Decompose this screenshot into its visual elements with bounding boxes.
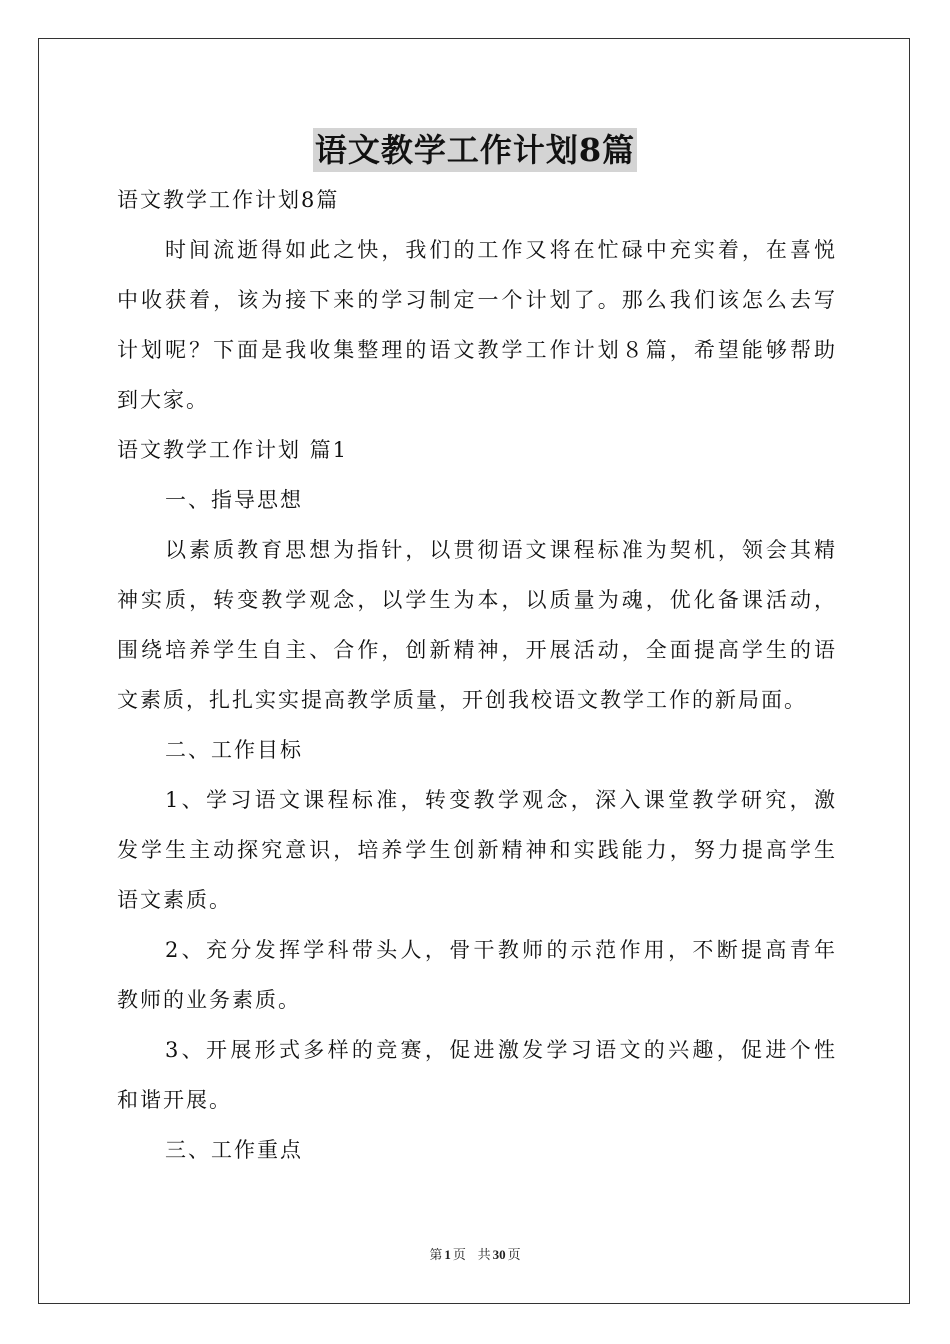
goal-item-3: [117, 1025, 837, 1125]
page-footer: [0, 1244, 950, 1263]
title-area: [0, 128, 950, 172]
text-line: 3、开展形式多样的竞赛，促进激发学习语文的兴趣，促进个性: [165, 1038, 837, 1062]
subsection-heading: 一、指导思想: [165, 488, 303, 512]
footer-total-suffix: 页: [507, 1247, 521, 1262]
subsection-heading: 二、工作目标: [165, 738, 303, 762]
text-line: 计划呢？下面是我收集整理的语文教学工作计划８篇，希望能够帮助: [117, 338, 837, 362]
text-line: 以素质教育思想为指针，以贯彻语文课程标准为契机，领会其精: [165, 538, 837, 562]
text-line: 神实质，转变教学观念，以学生为本，以质量为魂，优化备课活动，: [117, 588, 837, 612]
text-line: 语文素质。: [117, 888, 232, 912]
document-title: 语文教学工作计划8篇: [313, 128, 637, 172]
document-body: [117, 175, 837, 1175]
footer-page-suffix: 页: [452, 1247, 466, 1262]
footer-page-prefix: 第: [429, 1247, 443, 1262]
goal-item-2: [117, 925, 837, 1025]
text-line: 时间流逝得如此之快，我们的工作又将在忙碌中充实着，在喜悦: [165, 238, 837, 262]
text-line: 2、充分发挥学科带头人，骨干教师的示范作用，不断提高青年: [165, 938, 837, 962]
guiding-paragraph: [117, 525, 837, 725]
guiding-heading-paragraph: [117, 475, 837, 525]
focus-heading-paragraph: [117, 1125, 837, 1175]
text-line: 发学生主动探究意识，培养学生创新精神和实践能力，努力提高学生: [117, 838, 837, 862]
text-line: 到大家。: [117, 388, 209, 412]
section-heading: 语文教学工作计划 篇1: [117, 438, 349, 462]
footer-total-prefix: 共: [477, 1247, 491, 1262]
text-line: 围绕培养学生自主、合作，创新精神，开展活动，全面提高学生的语: [117, 638, 837, 662]
text-line: 1、学习语文课程标准，转变教学观念，深入课堂教学研究，激: [165, 788, 837, 812]
intro-paragraph: [117, 225, 837, 425]
subsection-heading: 三、工作重点: [165, 1138, 303, 1162]
text-line: 教师的业务素质。: [117, 988, 301, 1012]
text-line: 和谐开展。: [117, 1088, 232, 1112]
goal-item-1: [117, 775, 837, 925]
text-line: 中收获着，该为接下来的学习制定一个计划了。那么我们该怎么去写: [117, 288, 837, 312]
document-subtitle: 语文教学工作计划8篇: [117, 188, 340, 212]
footer-total-pages: 30: [492, 1247, 506, 1262]
text-line: 文素质，扎扎实实提高教学质量，开创我校语文教学工作的新局面。: [117, 688, 807, 712]
footer-page-number: 1: [444, 1247, 451, 1262]
goals-heading-paragraph: [117, 725, 837, 775]
